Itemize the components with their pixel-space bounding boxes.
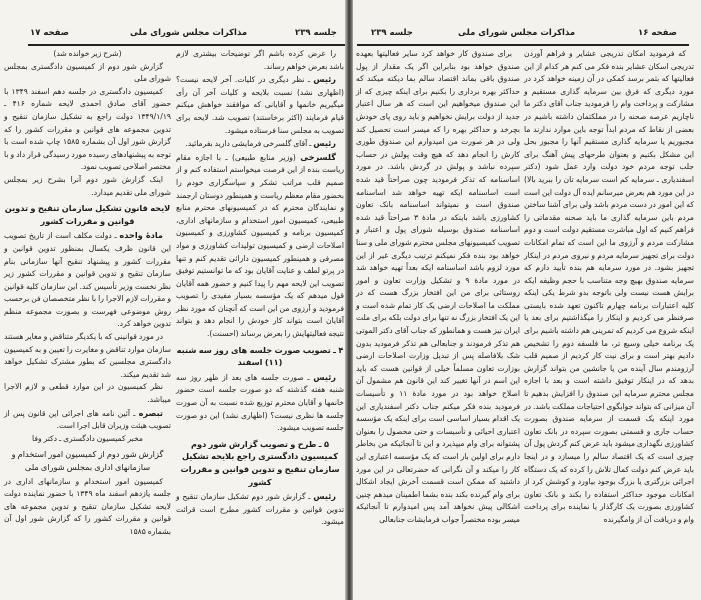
speaker: گلسرخی: [300, 151, 336, 162]
section-heading: ۵ ـ طرح و تصویب گزارش شور دوم کمیسیون دادگستری راجع بلایحه تشکیل سازمان تنقیح و تدوین قوانین و مقررات کشور: [180, 438, 340, 487]
paragraph-text: ـ آقای گلسرخی فرمایشی دارید بفرمائید.: [185, 139, 314, 149]
paragraph: [176, 371, 344, 435]
paragraph: اینک گزارش شور دوم آنرا بشرح زیر بمجلس شورای ملی تقدیم میدارد.: [4, 174, 171, 197]
page-title: مذاکرات مجلس شورای ملی: [130, 28, 248, 38]
paragraph: را عرض کرده باشم اگر توضیحات بیشتری لازم باشد بعرض خواهم رساند.: [176, 49, 344, 71]
speaker: رئیس: [313, 74, 336, 85]
paragraph-text: ـ نظر دیگری در کلیات. آخر لایحه نیست؟ (اظهاری نشد) نسبت بلایحه و کلیات آخر آن رأی میگیریم خانمها و آقایانی که موافقند خواهش میکنم قیام فرمایند (اکثر برخاستند) تصویب شد. لایحه برای تصویب به مجلس سنا فرستاده میشود.: [176, 75, 344, 135]
paragraph-text: ـ صورت جلسه های بعد از ظهر روز سه شنبه هفته گذشته که دو صورت جلسه است حضور خانمها و آقایان محترم توزیع شده نسبت به آن صورت جلسه ها نظری نیست؟ (اظهاری نشد) این دو صورت جلسه تصویب میشود.: [176, 372, 344, 433]
column-right: [176, 48, 344, 529]
paragraph: [176, 73, 344, 137]
paragraph-text: ـ دولت مکلف است از تاریخ تصویب این قانون ظرف یکسال بمنظور تدوین قوانین و مقررات کشور و پیشنهاد تنقیح آنها سازمانی بنام سازمان تنقیح و تدوین قوانین و مقررات کشور زیر نظر نخست وزیر تأسیس کند. این سازمان کلیه قوانین و مقررات لازم الاجرا را با نظر متخصصان فن برحسب روش موضوعی فهرست و بصورت مجموعه منظم تدوین خواهد کرد.: [4, 231, 171, 329]
article-label: مادهٔ واحده: [119, 230, 163, 241]
speaker: رئیس: [313, 138, 336, 149]
signature-line: مخبر کمیسیون دادگستری ـ دکتر وفا: [32, 433, 143, 443]
report-heading: گزارش شور دوم از کمیسیون امور استخدام و سازمانهای اداری بمجلس شورای ملی: [11, 449, 164, 472]
right-page: [353, 0, 701, 600]
paragraph: [4, 407, 171, 433]
paragraph: [4, 229, 171, 331]
paragraph: گزارش شور دوم از کمیسیون دادگستری بمجلس شورای ملی: [4, 61, 171, 84]
page-number: صفحه ۱۶: [638, 28, 677, 38]
paragraph: که فرمودید امکان تدریجی عشایر و فراهم آوردن تدریجی اسکان عشایر بنده فکر می کنم هر کدام از این فعالیتها که بثمر برسد کمکی در آن زمینه خواهد کرد در مورد دیگری که فرق بین سرمایه گذاری مستقیم و مشارکت و پرداخت وام را فرمودید جناب آقای دکتر ما ناچاریم عرصه صحنه را در مملکتمان داشته باشیم در بعضی از نقاط که مردم ابداً توجه باین موارد ندارند ما مجبوریم یا سرمایه گذاری مستقیم آنها را مجبور بحل این مشکل بکنیم و بعنوان طرحهای پیش آهنگ برای جلب توجه مردم خود دولت وارد عمل شود (دکتر اسفندیاری ـ سرمایه کم است سرمایه تان را ببرید بالا) در این مورد هم بعرض میرسانم ایده آل دولت این است که این امور در دست مردم باشد ولی برای آشنا ساختن مردم باین سرمایه گذاری ما باید صحنه مقدماتی را فراهم کنیم که اول مباشرت مستقیم دولت است و دوم مشارکت مردم و آرزوی ما این است که تمام امکانات دولت برای تجهیز سرمایه مردم و نیروی مردم در اینکار تجهیز بشود. در مورد سرمایه هم بنده تأیید دارم که سرمایه صندوق بهیچ وجه متناسب با حجم وظیفه ایکه برایش هست نیست ولی باتوجه بدو شرط یکی اینکه کلیه اعتبارات برنامه چهارم تاکنون تعهد شده بایستی صرفنظر می کردیم و اینکار را میگذاشتیم برای بعد یا اینکه شروع می کردیم که تمرینی هم داشته باشیم برای یک برنامه خیلی وسیع تر، ما فلسفه دوم را تشخیص دادیم بهتر است و برای نیت کار کردیم از صمیم قلب آرزومندم سال آینده من یا جانشین من بتواند گزارش بدهد که در اینکار توفیق داشته است و بعد با اجازه مجلس محترم سرمایه این صندوق را افزایش بدهیم تا آن میزانی که بتواند جوابگوی احتیاجات مملکت باشد. در مورد اینکه یک قسمت از سرمایه صندوق بصورت حساب جاری و قسمتی بصورت سپرده در بانک تعاون کشاورزی نگهداری میشود باید عرض کنم گردش پول آن چیزی است که یک اقتصاد سالم را میسازد و در اینجا باید عرض کنم دولت کمال تلاش را کرده که یک دستگاه اجرائی بزرگتری یا بزرگ بوجود بیاورد و کوشش کرد از امکانات موجود حداکثر استفاده را بکند و بانک تعاون کشاورزی بصورت یک کارگذار یا نماینده برای پرداخت وام و دریافت آن از وامگیرنده: [524, 49, 694, 524]
column-left: [4, 48, 171, 539]
session-number: جلسه ۲۳۹: [371, 28, 413, 38]
paragraph: برای صندوق کار خواهد کرد سایر فعالیتها بعهده صندوق خواهد بود بنابراین اگر یک مقدار از پول صندوق باقی بماند اقتصاد سالم بما دیکته میکند که حداکثر بهره برداری را بکنیم برای اینکه چیزی که از این صندوق میخواهیم این است که هر سال اعتبار جدید از دولت برایش نخواهیم و باید روی پای خودش بچرخد و حداکثر بهره را که میسر است تحصیل کند ولی در هر صورت من امیدوارم این صندوق طوری کارش را انجام دهد که هیچ وقت پولش در حساب سپرده نباشد و پولش در گردش باشد. در مورد اساسنامه که تذکر فرمودید چون صراحتاً قید شده است اساسنامه ایکه تهیه خواهد شد اساسنامه صندوق است و نمیتواند اساسنامه بانک تعاون کشاورزی باشد باینکه در مادهٔ ۳ صراحتاً قید شده اساسنامه صندوق بوسیله شورای پول و اعتبار و تصویب کمیسیونهای مجلس محترم شورای ملی و سنا خواهد بود بنده فکر نمیکنم ترتیب دیگری غیر از این مورد لزوم باشد اساسنامه ایکه بعداً تهیه خواهد شد در مورد مادهٔ ۹ و تشکیل وزارت تعاون و امور روستائی برای من این افتخار بزرگ هست که در مملکت ما اصلاحات ارضی یک کار تمام شده است و این یک افتخار بزرگ نه تنها برای دولت بلکه برای ملت ایران نیز هست و همانطور که جناب آقای دکتر الموتی هم تذکر فرمودند و جنابعالی هم تذکر فرمودید بدون شک بلافاصله پس از تبدیل وزارت اصلاحات ارضی بوزارت تعاون مسلماً خیلی از قوانین هست که باید این اسم در آنها تغییر کند این قانون هم مشمول آن اصلاح خواهد بود در مورد مادهٔ ۱۱ و تأسیسات فرمودید بنده فکر میکنم جناب دکتر اسفندیاری این یک اقدام بسیار اساسی است برای اینکه یک مؤسسه اعتباری احیائی و تأسیسات و حتی محصول را بعنوان پشتوانه برای وام میپذیرد و این تا آنجائیکه من بخاطر دارم برای اولین بار است که یک مؤسسه اعتباری این کار را میکند و آن نگرانی که حضرتعالی در این مورد داشتید که ممکن است قسمت آخرش ایجاد اشکال برای وام گیرنده بکند بنده بشما اطمینان میدهم چنین اشکالی پیش نخواهد آمد پس امیدوارم تا آنجائیکه میسر بوده مختصراً جواب فرمایشات جنابعالی: [356, 49, 520, 524]
paragraph: کمیسیون دادگستری در جلسه دهم اسفند ۱۳۴۹ با حضور آقای صادق احمدی لایحه شماره ۴۱۶ ـ ۱۳۴۹/۱/۱۹ دولت راجع به تشکیل سازمان تنقیح و تدوین مجموعه های قوانین و مقررات کشور را که گزارش شور اول آن بشماره ۱۵۸۵ چاپ شده است با توجه به پیشنهادهای رسیده مورد رسیدگی قرار داد و با مختصر اصلاحی تصویب نمود.: [4, 86, 172, 172]
paragraph: کمیسیون امور استخدام و سازمانهای اداری در جلسه یازدهم اسفند ماه ۱۳۴۹ با حضور نماینده دولت لایحه تشکیل سازمان تنقیح و تدوین مجموعه های قوانین و مقررات کشور را که گزارش شور اول آن بشماره ۱۵۸۵: [4, 476, 171, 536]
paragraph: نظر کمیسیون در این موارد قطعی و لازم الاجرا میباشد.: [4, 382, 171, 405]
header-rule: [357, 44, 689, 46]
column-left: [356, 48, 520, 527]
bill-heading: لایحه قانون تشکیل سازمان تنقیح و تدوین قوانین و مقررات کشور: [4, 203, 171, 226]
paragraph-text: (وزیر منابع طبیعی) ـ با اجازه مقام ریاست بنده از این فرصت میخواستم استفاده کنم و از صمیم قلب مراتب تشکر و سپاسگزاری خودم را بحضور مقام معظم ریاست و همینطور دوستان ارجمند و نمایندگان محترم که در کمیسیونهای محترم منابع طبیعی، کمیسیون امور استخدام و سازمانهای اداری، کمیسیون برنامه و کمیسیون کشاورزی و کمیسیون اصلاحات ارضی و کمیسیون تولیدات کشاورزی و مواد مصرفی و همینطور کمیسیون دارائی تقدیم کنم و تنها در پرتو لطف و عنایت آقایان بود که ما توانستیم توفیق تصویب این لایحه مهم را پیدا کنیم و حضور همه آقایان قول میدهم که یک مؤسسه بسیار مفیدی را تصویب فرمودید و آرزوی من این است که آنچنان که مورد نظر آقایان است بتواند کار خودش را انجام دهد و بتواند نتیجه فعالیتهایش را بعرض برساند (احسنت).: [176, 152, 344, 339]
speaker: رئیس: [313, 371, 336, 382]
left-page: [0, 0, 347, 600]
paragraph: در مورد قوانینی که با یکدیگر متناقض و مغایر هستند سازمان موارد تناقض و مغایرت را تعیین و به کمیسیون دادگستری مجلسین که بطور مشترک تشکیل خواهد شد تقدیم میکند.: [4, 332, 171, 379]
header-rule: [28, 44, 345, 46]
note-label: تبصره: [138, 407, 163, 418]
session-number: جلسه ۲۳۹: [295, 28, 337, 38]
speaker: رئیس: [313, 491, 336, 502]
column-right: [524, 48, 694, 527]
paragraph-text: ـ آئین نامه های اجرائی این قانون پس از تصویب هیئت وزیران قابل اجرا است.: [4, 408, 171, 431]
paragraph: [176, 137, 344, 151]
page-title: مذاکرات مجلس شورای ملی: [458, 28, 576, 38]
paragraph: [176, 151, 344, 341]
section-heading: ۴ ـ تصویب صورت جلسه های روز سه شنبه (۱۱) اسفند: [176, 344, 344, 368]
paragraph: [176, 490, 344, 529]
paragraph: (شرح زیر خوانده شد): [53, 49, 122, 58]
page-number: صفحه ۱۷: [30, 28, 69, 38]
paragraph-text: ـ گزارش شور دوم تشکیل سازمان تنقیح و تدوین قوانین و مقررات کشور مطرح است قرائت میشود.: [176, 492, 344, 527]
